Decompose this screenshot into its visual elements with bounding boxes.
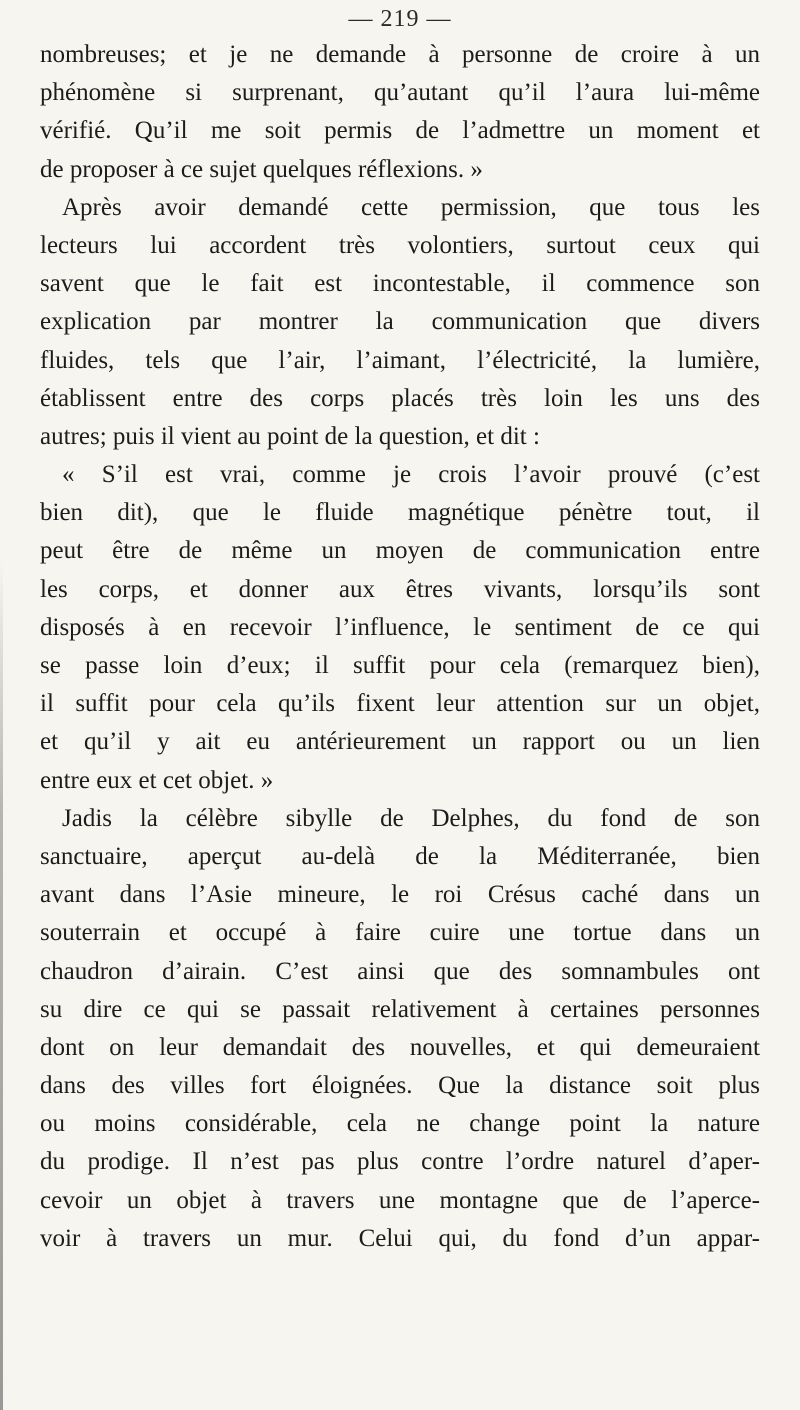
text-line: se passe loin d’eux; il suffit pour cela (remarquez bien), [40,652,760,679]
page-edge-shadow [0,560,3,1410]
text-line: du prodige. Il n’est pas plus contre l’ordre naturel d’aper- [40,1148,760,1176]
text-line: vérifié. Qu’il me soit permis de l’admettre un moment et [40,117,760,145]
text-line: les corps, et donner aux êtres vivants, lorsqu’ils sont [40,575,760,603]
text-line: explication par montrer la communication que divers [40,308,760,336]
text-line: disposés à en recevoir l’influence, le sentiment de ce qui [40,613,760,641]
text-line: dont on leur demandait des nouvelles, et qui demeuraient [40,1033,760,1061]
text-line: et qu’il y ait eu antérieurement un rapport ou un lien [40,728,760,756]
text-line: « S’il est vrai, comme je crois l’avoir prouvé (c’est [62,461,760,489]
text-line: ou moins considérable, cela ne change point la nature [40,1110,760,1138]
text-line: de proposer à ce sujet quelques réflexions. » [40,155,483,183]
text-line: autres; puis il vient au point de la question, et dit : [40,422,540,450]
text-line: Après avoir demandé cette permission, que tous les [62,193,760,221]
text-line: il suffit pour cela qu’ils fixent leur attention sur un objet, [40,690,760,718]
text-line: établissent entre des corps placés très loin les uns des [40,384,760,412]
text-line: bien dit), que le fluide magnétique pénètre tout, il [40,499,760,527]
text-line: voir à travers un mur. Celui qui, du fond d’un appar- [40,1224,760,1252]
text-line: sanctuaire, aperçut au-delà de la Méditerranée, bien [40,842,760,870]
text-line: fluides, tels que l’air, l’aimant, l’électricité, la lumière, [40,346,760,374]
text-line: peut être de même un moyen de communication entre [40,537,760,565]
text-line: Jadis la célèbre sibylle de Delphes, du fond de son [62,804,760,832]
body-text [40,36,760,1258]
text-line: phénomène si surprenant, qu’autant qu’il l’aura lui-même [40,79,760,107]
text-line: entre eux et cet objet. » [40,766,274,794]
text-line: nombreuses; et je ne demande à personne de croire à un [40,41,760,68]
text-line: su dire ce qui se passait relativement à certaines personnes [40,995,760,1023]
page-number: — 219 — [348,6,452,32]
text-line: chaudron d’airain. C’est ainsi que des somnambules ont [40,957,760,985]
text-line: lecteurs lui accordent très volontiers, surtout ceux qui [40,231,760,259]
text-line: savent que le fait est incontestable, il commence son [40,270,760,298]
text-line: dans des villes fort éloignées. Que la distance soit plus [40,1072,760,1100]
text-line: avant dans l’Asie mineure, le roi Crésus caché dans un [40,881,760,909]
text-line: cevoir un objet à travers une montagne que de l’aperce- [40,1186,760,1214]
text-line: souterrain et occupé à faire cuire une tortue dans un [40,919,760,947]
